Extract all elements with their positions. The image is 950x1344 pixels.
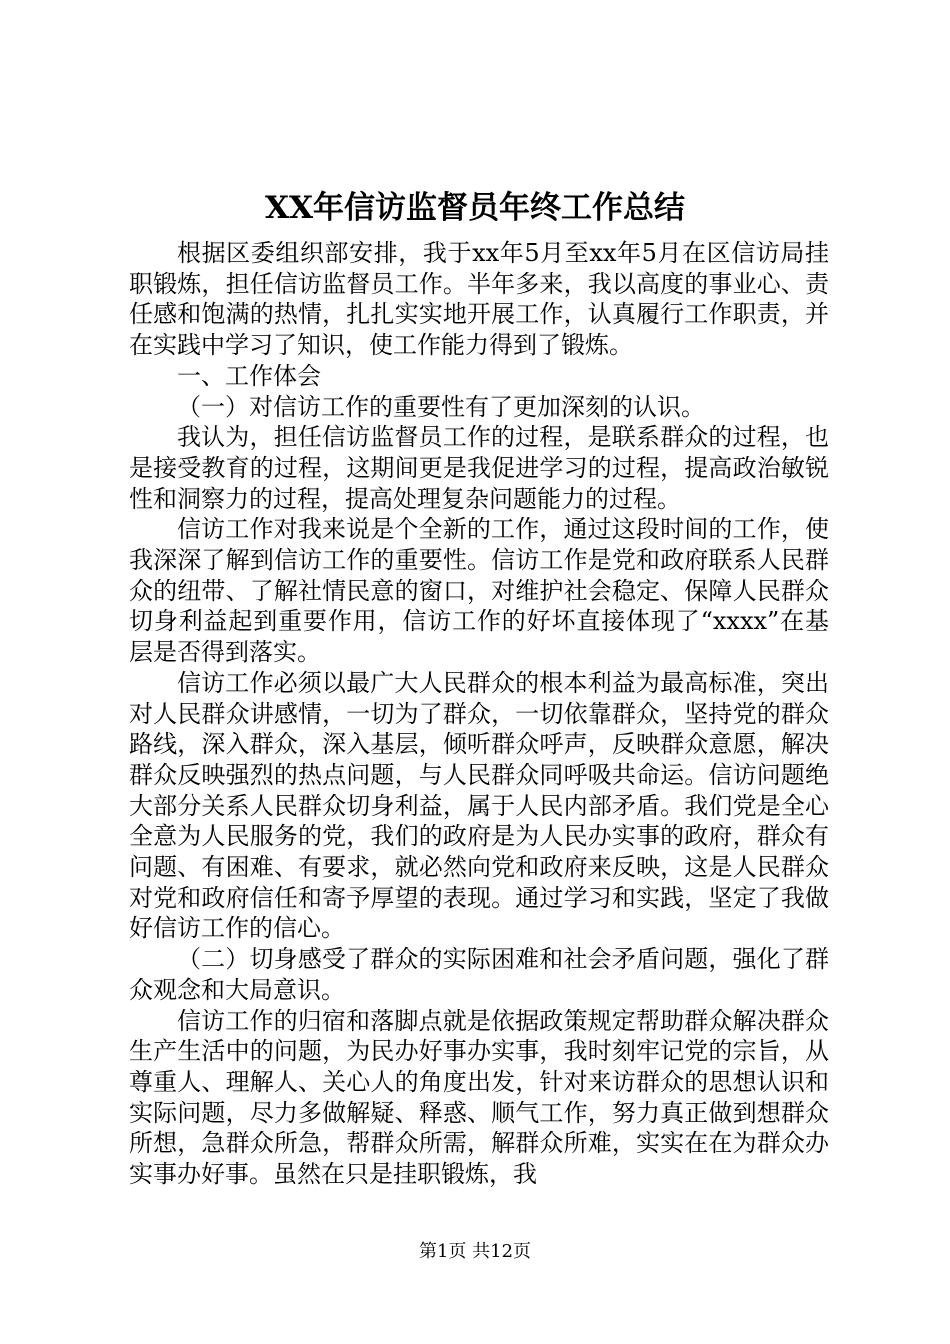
paragraph-goal: 信访工作的归宿和落脚点就是依据政策规定帮助群众解决群众生产生活中的问题，为民办好事办实事，我时刻牢记党的宗旨，从尊重人、理解人、关心人的角度出发，针对来访群众的思想认识和实际问题，尽力多做解疑、释惑、顺气工作，努力真正做到想群众所想，急群众所急，帮群众所需，解群众所难，实实在在为群众办实事办好事。虽然在只是挂职锻炼，我: [129, 1006, 829, 1189]
paragraph-understanding: 我认为，担任信访监督员工作的过程，是联系群众的过程，也是接受教育的过程，这期间更是我促进学习的过程，提高政治敏锐性和洞察力的过程，提高处理复杂问题能力的过程。: [129, 423, 829, 513]
paragraph-intro: 根据区委组织部安排，我于xx年5月至xx年5月在区信访局挂职锻炼，担任信访监督员工作。半年多来，我以高度的事业心、责任感和饱满的热情，扎扎实实地开展工作，认真履行工作职责，并在实践中学习了知识，使工作能力得到了锻炼。: [129, 239, 829, 360]
section-heading-work-experience: 一、工作体会: [177, 361, 321, 390]
page-footer: 第1页 共12页: [418, 1241, 532, 1262]
subsection-heading-2: （二）切身感受了群众的实际困难和社会矛盾问题，强化了群众观念和大局意识。: [129, 945, 829, 1004]
document-body: [129, 238, 829, 1190]
paragraph-standard: 信访工作必须以最广大人民群众的根本利益为最高标准，突出对人民群众讲感情，一切为了群众，一切依靠群众，坚持党的群众路线，深入群众，深入基层，倾听群众呼声，反映群众意愿，解决群众反映强烈的热点问题，与人民群众同呼吸共命运。信访问题绝大部分关系人民群众切身利益，属于人民内部矛盾。我们党是全心全意为人民服务的党，我们的政府是为人民办实事的政府，群众有问题、有困难、有要求，就必然向党和政府来反映，这是人民群众对党和政府信任和寄予厚望的表现。通过学习和实践，坚定了我做好信访工作的信心。: [129, 668, 829, 943]
paragraph-importance: 信访工作对我来说是个全新的工作，通过这段时间的工作，使我深深了解到信访工作的重要性。信访工作是党和政府联系人民群众的纽带、了解社情民意的窗口，对维护社会稳定、保障人民群众切身利益起到重要作用，信访工作的好坏直接体现了“xxxx”在基层是否得到落实。: [129, 515, 829, 667]
subsection-heading-1: （一）对信访工作的重要性有了更加深刻的认识。: [177, 392, 705, 421]
document-title: XX年信访监督员年终工作总结: [264, 190, 686, 226]
